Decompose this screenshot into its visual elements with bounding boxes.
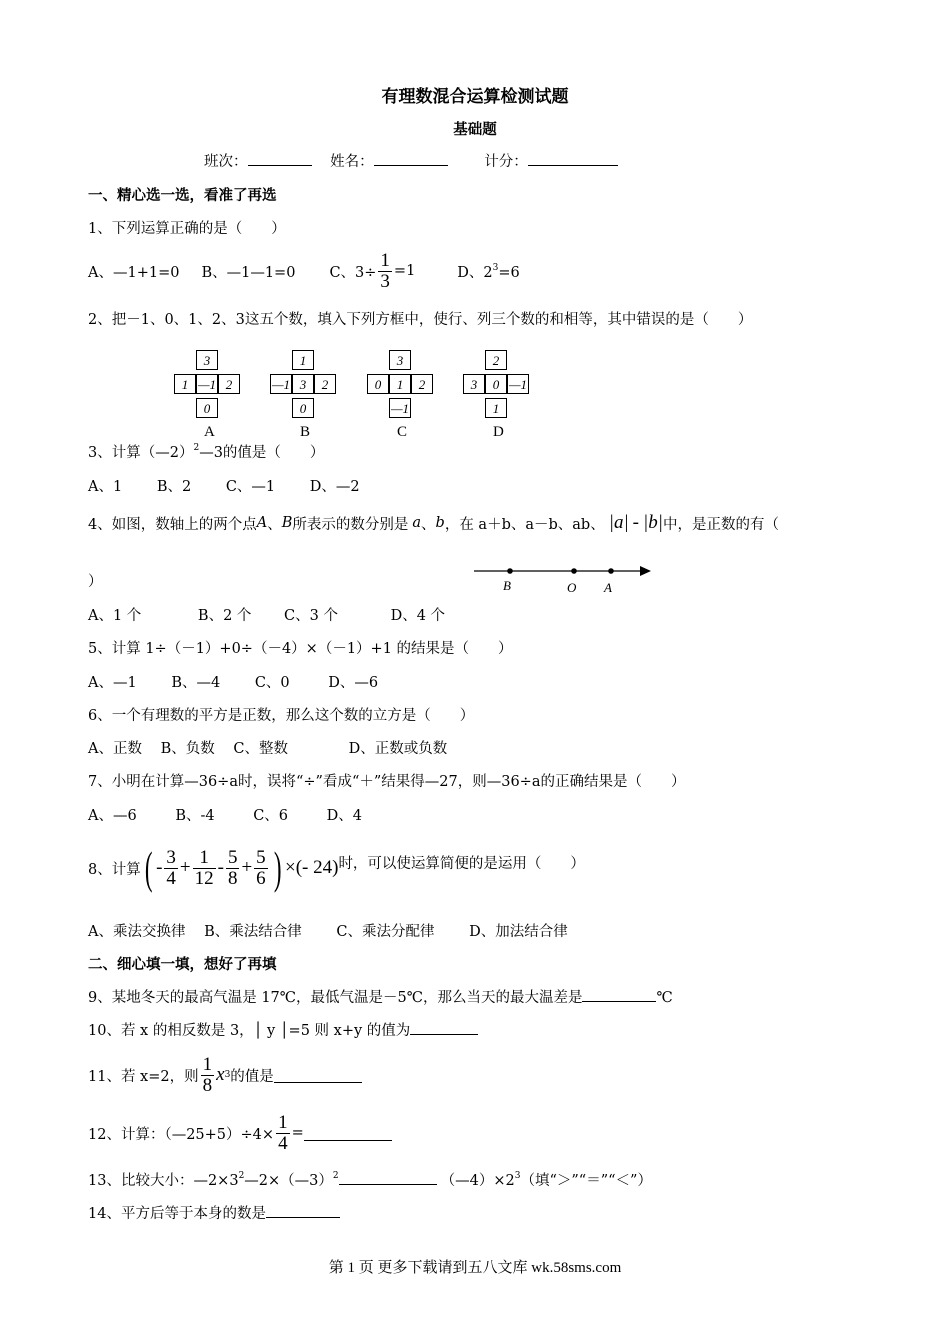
grid-cell-right: 2 [411,374,433,394]
question-13: 13、比较大小：$—2\times 3^2—2\times(—3)^2$ $(—4)\times 2^3$（填“＞”“＝”“＜”） [88,1171,652,1189]
grid-cell-right: 2 [314,374,336,394]
option-d: D、—6 [328,675,379,691]
class-label: 班次： [204,154,248,170]
question-7: 7、小明在计算—36÷a时，误将“÷”看成“＋”结果得—27，则—36÷a的正确结果是（ ） [88,774,686,790]
question-7-options [88,804,362,825]
grid-cell-right: —1 [507,374,529,394]
grid-label: C [397,424,408,440]
question-14: 14、平方后等于本身的数是 [88,1202,340,1223]
expression: ( - $\frac{3}{4}$ + $\frac{1}{12}$ - $\frac{5}{8}$ + $\frac{5}{6}$ ) ×(- 24) [144,842,339,893]
question-11: 11、若 x=2，则 $\frac{1}{8}$ x 3 的值是 [88,1050,362,1100]
option-a: A、乘法交换律 [88,924,186,940]
option-d: D、4 [326,808,362,824]
option-a: A、—6 [88,808,137,824]
question-3-options [88,475,360,496]
question-6: 6、一个有理数的平方是正数，那么这个数的立方是（ ） [88,708,475,724]
question-12: 12、计算：（—25+5）÷4× $\frac{1}{4}$ = [88,1108,392,1158]
fraction: $\frac{1}{3}$ [380,249,390,292]
grid-cell-center: 0 [485,374,507,394]
abs-b: |b| [643,512,663,533]
option-d: D、4 个 [390,608,446,624]
option-a: A、1 [88,479,123,495]
grid-cell-top: 2 [485,350,507,370]
option-a: A、正数 [88,741,142,757]
option-d: D、—2 [309,479,360,495]
question-9: 9、某地冬天的最高气温是 17℃，最低气温是－5℃，那么当天的最大温差是 ℃ [88,986,673,1007]
option-b: B、负数 [160,741,215,757]
fraction: $\frac{3}{4}$ [166,846,176,889]
name-blank[interactable] [374,151,448,166]
option-d: D、加法结合律 [469,924,568,940]
grid-cell-center: —1 [196,374,218,394]
question-3: 3、计算（—2）$^2$—3的值是（ ） [88,443,325,461]
grid-cell-bottom: 0 [292,398,314,418]
question-5-options [88,671,378,692]
grid-cell-left: 3 [463,374,485,394]
grid-cell-left: 0 [367,374,389,394]
grid-label: A [204,424,215,440]
option-c: C、6 [253,808,289,824]
score-label: 计分： [484,154,528,170]
option-b: B、-4 [175,808,215,824]
grid-cell-top: 3 [196,350,218,370]
header-fields [204,150,618,171]
section-1-heading: 一、精心选一选，看准了再选 [88,188,277,204]
option-d: D、$2^3=6$ [457,262,520,281]
answer-blank[interactable] [410,1020,478,1035]
grid-cell-right: 2 [218,374,240,394]
grid-label: D [493,424,504,440]
point-b [507,568,513,574]
grid-label: B [300,424,311,440]
label-o: O [567,580,577,595]
question-1: 1、下列运算正确的是（ ） [88,221,286,237]
option-b: B、2 [156,479,192,495]
option-a: A、1 个 [88,608,142,624]
point-a [608,568,614,574]
point-o [571,568,577,574]
option-b: B、2 个 [197,608,252,624]
option-b: B、—1—1=0 [201,264,296,281]
grid-cell-bottom: —1 [389,398,411,418]
question-8-options [88,920,568,941]
option-c: C、—1 [225,479,276,495]
label-a: A [604,580,612,595]
option-c: C、0 [254,675,290,691]
option-c: C、整数 [233,741,288,757]
option-d: D、正数或负数 [348,741,448,757]
fraction: $\frac{1}{8}$ [202,1053,213,1096]
class-blank[interactable] [248,151,312,166]
page-subtitle: 基础题 [453,122,497,138]
section-2-heading: 二、细心填一填，想好了再填 [88,957,277,973]
grid-cell-top: 3 [389,350,411,370]
question-8: 8、计算 ( - $\frac{3}{4}$ + $\frac{1}{12}$ - $\frac{5}{8}$ + $\frac{5}{6}$ ) ×(- 24) 时，可以使运算简便的是运用（ ） [88,842,585,893]
question-4-options [88,604,445,625]
fraction: $\frac{1}{4}$ [278,1111,288,1154]
page-footer: 第 1 页 更多下载请到五八文库 wk.58sms.com [328,1260,622,1276]
answer-blank[interactable] [339,1170,437,1185]
question-6-options [88,737,447,758]
answer-blank[interactable] [582,987,656,1002]
question-4-close: ） [88,574,103,590]
grid-cell-left: 1 [174,374,196,394]
fraction: $\frac{5}{6}$ [256,846,266,889]
score-blank[interactable] [528,151,618,166]
grid-cell-left: —1 [270,374,292,394]
grid-cell-center: 3 [292,374,314,394]
question-4: 4、如图，数轴上的两个点 A 、 B 所表示的数分别是 a 、 b ，在 a＋b、a－b、ab、 |a| - |b| 中，是正数的有（ [88,512,779,533]
option-a: A、—1+1=0 [88,264,180,281]
fraction: $\frac{5}{8}$ [227,846,238,889]
axis-arrow [640,566,651,576]
option-a: A、—1 [88,675,137,691]
page-title: 有理数混合运算检测试题 [381,87,569,107]
number-line [470,558,660,598]
label-b: B [503,578,511,593]
name-label: 姓名： [330,154,374,170]
abs-a: |a| [608,512,629,533]
option-c: C、3÷ $\frac{1}{3}$ =1 [329,249,416,292]
answer-blank[interactable] [266,1203,340,1218]
question-2: 2、把－1、0、1、2、3这五个数，填入下列方框中，使行、列三个数的和相等，其中错误的是（ ） [88,312,753,328]
grid-cell-bottom: 1 [485,398,507,418]
question-1-options [88,246,520,296]
answer-blank[interactable] [304,1126,392,1141]
answer-blank[interactable] [274,1068,362,1083]
grid-cell-center: 1 [389,374,411,394]
option-c: C、乘法分配律 [336,924,435,940]
option-b: B、—4 [171,675,221,691]
question-5: 5、计算 1÷（－1）+0÷（－4）×（－1）+1 的结果是（ ） [88,641,513,657]
fraction: $\frac{1}{12}$ [194,846,214,889]
grid-cell-bottom: 0 [196,398,218,418]
option-b: B、乘法结合律 [204,924,302,940]
option-c: C、3 个 [284,608,338,624]
question-10: 10、若 x 的相反数是 3，│ y │=5 则 x+y 的值为 [88,1019,478,1040]
grid-cell-top: 1 [292,350,314,370]
